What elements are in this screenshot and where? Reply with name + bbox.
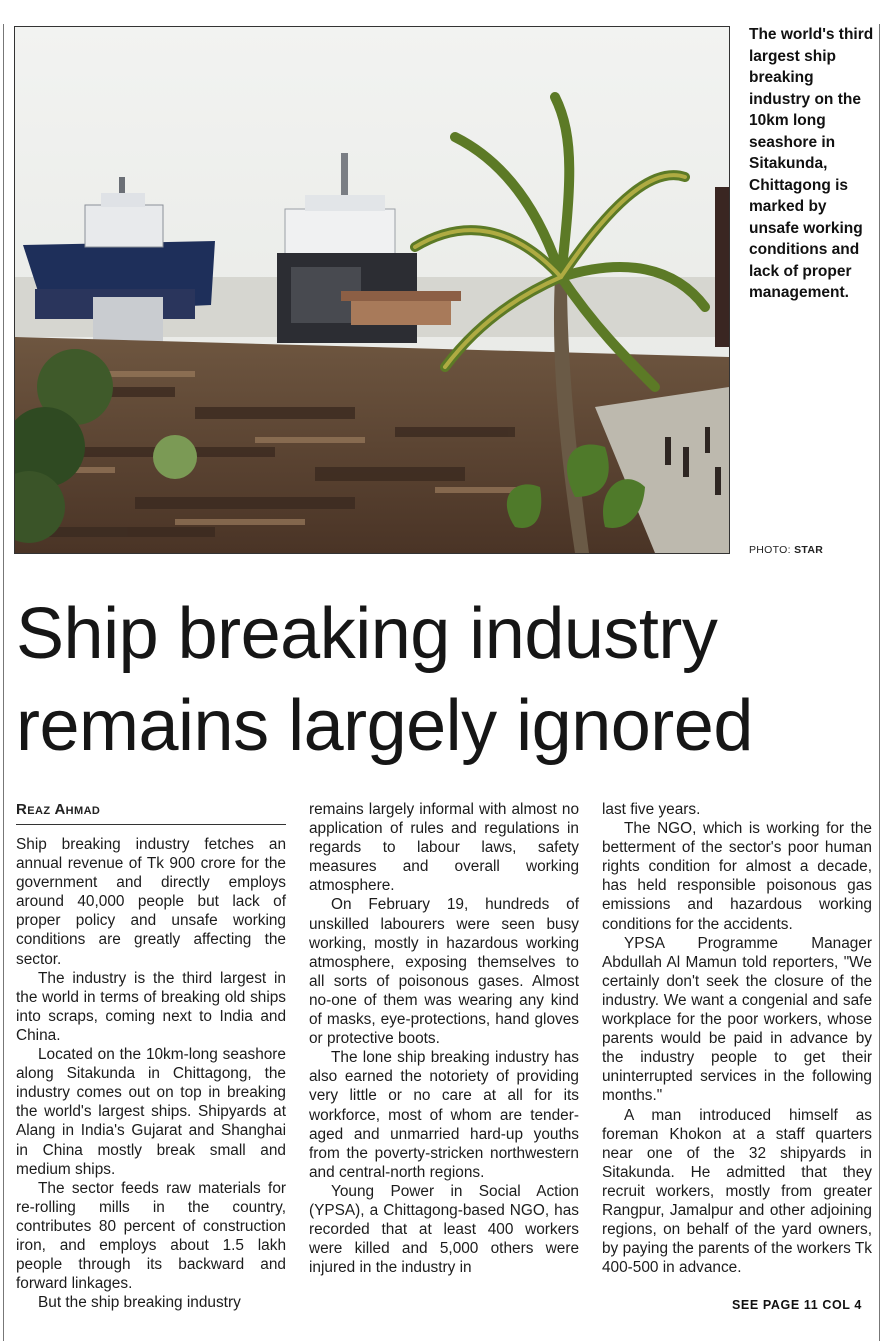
- paragraph: YPSA Programme Manager Abdullah Al Mamun told reporters, "We certainly don't seek the closure of the industry. We want a congenial and safe workplace for the poor workers, whose parents would be paid in advance by the industry people to get their uninterrupted services in the following months.": [602, 934, 872, 1105]
- paragraph: last five years.: [602, 801, 701, 818]
- ship-yard-illustration: [15, 27, 729, 553]
- paragraph: Ship breaking industry fetches an annual revenue of Tk 900 crore for the government and directly employs around 40,000 people but lack of proper policy and unsafe working conditions are greatly affecting the sector.: [16, 836, 286, 968]
- jump-line[interactable]: SEE PAGE 11 COL 4: [732, 1298, 862, 1312]
- headline-line-2: remains largely ignored: [16, 686, 753, 766]
- photo-caption: The world's third largest ship breaking industry on the 10km long seashore in Sitakunda, Chittagong is marked by unsafe working conditions and lack of proper management.: [749, 26, 874, 301]
- photo-credit-source: STAR: [794, 544, 824, 556]
- paragraph: The industry is the third largest in the world in terms of breaking old ships into scraps, coming next to India and China.: [16, 969, 286, 1044]
- headline-line-1: Ship breaking industry: [16, 594, 718, 674]
- photo-credit-prefix: PHOTO:: [749, 544, 795, 556]
- paragraph: On February 19, hundreds of unskilled labourers were seen busy working, mostly in hazardous working atmosphere, exposing themselves to all sorts of poisonous gases. Almost no-one of them was wearing any kind of masks, eye-protections, hand gloves or protective boots.: [309, 896, 579, 1048]
- byline-name: Reaz Ahmad: [16, 801, 101, 818]
- paragraph: But the ship breaking industry: [38, 1294, 241, 1312]
- paragraph: remains largely informal with almost no application of rules and regulations in regards to labour laws, safety measures and overall working atmosphere.: [309, 801, 579, 895]
- byline: [16, 800, 286, 825]
- news-photo: [14, 26, 730, 554]
- paragraph: Located on the 10km-long seashore along Sitakunda in Chittagong, the industry comes out on top in breaking the world's largest ships. Shipyards at Alang in India's Gujarat and Shanghai in China mostly break small and medium ships.: [16, 1046, 286, 1178]
- left-column-rule: [3, 24, 4, 1341]
- paragraph: The sector feeds raw materials for re-rolling mills in the country, contributes 80 percent of construction iron, and employs about 1.5 lakh people through its backward and forward linkages.: [16, 1179, 286, 1293]
- paragraph: A man introduced himself as foreman Khokon at a staff quarters near one of the 32 shipyards in Sitakunda. He admitted that they recruit workers, mostly from greater Rangpur, Jamalpur and other adjoining regions, on behalf of the yard owners, by paying the parents of the workers Tk 400-500 in advance.: [602, 1106, 872, 1277]
- paragraph: Young Power in Social Action (YPSA), a Chittagong-based NGO, has recorded that at least 400 workers were killed and 5,000 others were injured in the industry in: [309, 1182, 579, 1277]
- paragraph: The NGO, which is working for the betterment of the sector's poor human rights condition for almost a decade, has held responsible poisonous gas emissions and hazardous working conditions for the accidents.: [602, 820, 872, 933]
- article-column-3: [602, 800, 872, 1277]
- article-column-1: [16, 800, 286, 1312]
- photo-credit: [749, 544, 823, 556]
- paragraph: The lone ship breaking industry has also earned the notoriety of providing very little or no care at all for its workforce, most of whom are tender-aged and unmarried hard-up youths from the poverty-stricken northwestern and central-north regions.: [309, 1049, 579, 1181]
- headline: [16, 588, 882, 772]
- article-column-2: [309, 800, 579, 1277]
